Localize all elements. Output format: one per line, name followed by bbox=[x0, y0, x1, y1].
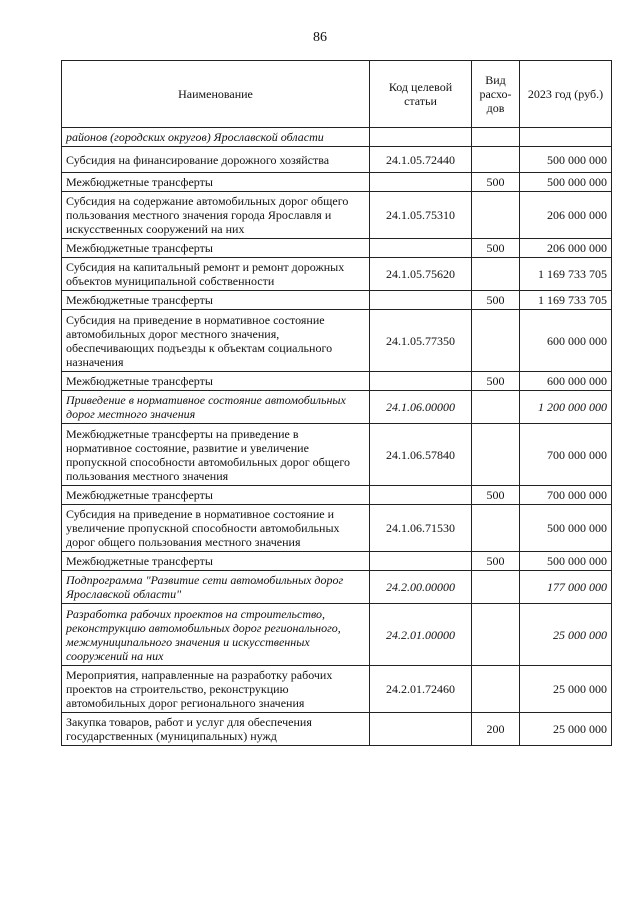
row-name: Межбюджетные трансферты bbox=[62, 372, 370, 391]
row-code bbox=[370, 713, 472, 746]
row-code bbox=[370, 128, 472, 147]
table-row bbox=[62, 571, 612, 604]
table-row bbox=[62, 505, 612, 552]
table-row bbox=[62, 552, 612, 571]
row-amount: 1 169 733 705 bbox=[520, 258, 612, 291]
row-kind: 500 bbox=[472, 173, 520, 192]
row-name: Межбюджетные трансферты bbox=[62, 239, 370, 258]
budget-table bbox=[61, 60, 612, 746]
row-kind: 500 bbox=[472, 372, 520, 391]
table-row bbox=[62, 604, 612, 666]
row-name: Приведение в нормативное состояние автомобильных дорог местного значения bbox=[62, 391, 370, 424]
table-row bbox=[62, 147, 612, 173]
table-row bbox=[62, 258, 612, 291]
row-kind bbox=[472, 424, 520, 486]
row-amount: 500 000 000 bbox=[520, 505, 612, 552]
row-kind: 500 bbox=[472, 239, 520, 258]
row-code: 24.1.06.00000 bbox=[370, 391, 472, 424]
row-code: 24.2.01.00000 bbox=[370, 604, 472, 666]
row-code: 24.1.05.75310 bbox=[370, 192, 472, 239]
row-kind bbox=[472, 505, 520, 552]
row-kind bbox=[472, 147, 520, 173]
row-amount: 1 200 000 000 bbox=[520, 391, 612, 424]
row-amount: 25 000 000 bbox=[520, 713, 612, 746]
row-amount bbox=[520, 128, 612, 147]
row-code: 24.2.01.72460 bbox=[370, 666, 472, 713]
row-code bbox=[370, 173, 472, 192]
row-code: 24.1.05.77350 bbox=[370, 310, 472, 372]
table-row bbox=[62, 424, 612, 486]
row-name: Субсидия на капитальный ремонт и ремонт дорожных объектов муниципальной собственности bbox=[62, 258, 370, 291]
row-kind bbox=[472, 666, 520, 713]
row-code bbox=[370, 552, 472, 571]
row-name: Субсидия на содержание автомобильных дорог общего пользования местного значения города Ярославля и искусственных сооружений на них bbox=[62, 192, 370, 239]
row-kind bbox=[472, 192, 520, 239]
row-code: 24.1.06.57840 bbox=[370, 424, 472, 486]
row-code: 24.1.05.75620 bbox=[370, 258, 472, 291]
row-amount: 700 000 000 bbox=[520, 486, 612, 505]
row-amount: 177 000 000 bbox=[520, 571, 612, 604]
row-amount: 1 169 733 705 bbox=[520, 291, 612, 310]
row-kind bbox=[472, 310, 520, 372]
table-row bbox=[62, 239, 612, 258]
table-row bbox=[62, 486, 612, 505]
row-amount: 700 000 000 bbox=[520, 424, 612, 486]
row-kind bbox=[472, 391, 520, 424]
table-row bbox=[62, 192, 612, 239]
row-kind bbox=[472, 604, 520, 666]
row-name: Закупка товаров, работ и услуг для обеспечения государственных (муниципальных) нужд bbox=[62, 713, 370, 746]
table-row bbox=[62, 666, 612, 713]
row-name: Межбюджетные трансферты bbox=[62, 486, 370, 505]
table-body bbox=[62, 128, 612, 746]
row-kind: 500 bbox=[472, 486, 520, 505]
header-code: Код целевой статьи bbox=[370, 61, 472, 128]
header-amount: 2023 год (руб.) bbox=[520, 61, 612, 128]
row-kind: 500 bbox=[472, 552, 520, 571]
row-name: Разработка рабочих проектов на строительство, реконструкцию автомобильных дорог регионального, межмуниципального значения и искусственных сооружений на них bbox=[62, 604, 370, 666]
row-code bbox=[370, 239, 472, 258]
row-kind bbox=[472, 571, 520, 604]
header-kind: Вид расхо-дов bbox=[472, 61, 520, 128]
row-code: 24.1.06.71530 bbox=[370, 505, 472, 552]
row-code bbox=[370, 291, 472, 310]
row-code: 24.2.00.00000 bbox=[370, 571, 472, 604]
row-name: Межбюджетные трансферты bbox=[62, 173, 370, 192]
row-amount: 206 000 000 bbox=[520, 239, 612, 258]
row-amount: 500 000 000 bbox=[520, 552, 612, 571]
row-code: 24.1.05.72440 bbox=[370, 147, 472, 173]
table-row bbox=[62, 372, 612, 391]
row-name: Межбюджетные трансферты bbox=[62, 291, 370, 310]
row-code bbox=[370, 372, 472, 391]
row-amount: 25 000 000 bbox=[520, 604, 612, 666]
row-amount: 500 000 000 bbox=[520, 147, 612, 173]
table-header-row bbox=[62, 61, 612, 128]
row-amount: 25 000 000 bbox=[520, 666, 612, 713]
row-code bbox=[370, 486, 472, 505]
row-name: Мероприятия, направленные на разработку рабочих проектов на строительство, реконструкцию автомобильных дорог регионального значения bbox=[62, 666, 370, 713]
page-number: 86 bbox=[313, 30, 327, 45]
table-row bbox=[62, 128, 612, 147]
row-name: Межбюджетные трансферты на приведение в нормативное состояние, развитие и увеличение пропускной способности автомобильных дорог общего пользования местного значения bbox=[62, 424, 370, 486]
row-kind: 500 bbox=[472, 291, 520, 310]
header-name: Наименование bbox=[62, 61, 370, 128]
row-kind: 200 bbox=[472, 713, 520, 746]
row-kind bbox=[472, 128, 520, 147]
row-name: Подпрограмма "Развитие сети автомобильных дорог Ярославской области" bbox=[62, 571, 370, 604]
table-row bbox=[62, 310, 612, 372]
row-amount: 206 000 000 bbox=[520, 192, 612, 239]
row-name: Субсидия на финансирование дорожного хозяйства bbox=[62, 147, 370, 173]
table-row bbox=[62, 713, 612, 746]
row-amount: 500 000 000 bbox=[520, 173, 612, 192]
row-name: Субсидия на приведение в нормативное состояние и увеличение пропускной способности автомобильных дорог общего пользования местного значения bbox=[62, 505, 370, 552]
table-row bbox=[62, 291, 612, 310]
row-kind bbox=[472, 258, 520, 291]
table-row bbox=[62, 173, 612, 192]
row-amount: 600 000 000 bbox=[520, 310, 612, 372]
row-name: Субсидия на приведение в нормативное состояние автомобильных дорог местного значения, обеспечивающих подъезды к объектам социального назначения bbox=[62, 310, 370, 372]
row-name: Межбюджетные трансферты bbox=[62, 552, 370, 571]
row-amount: 600 000 000 bbox=[520, 372, 612, 391]
table-row bbox=[62, 391, 612, 424]
row-name: районов (городских округов) Ярославской области bbox=[62, 128, 370, 147]
